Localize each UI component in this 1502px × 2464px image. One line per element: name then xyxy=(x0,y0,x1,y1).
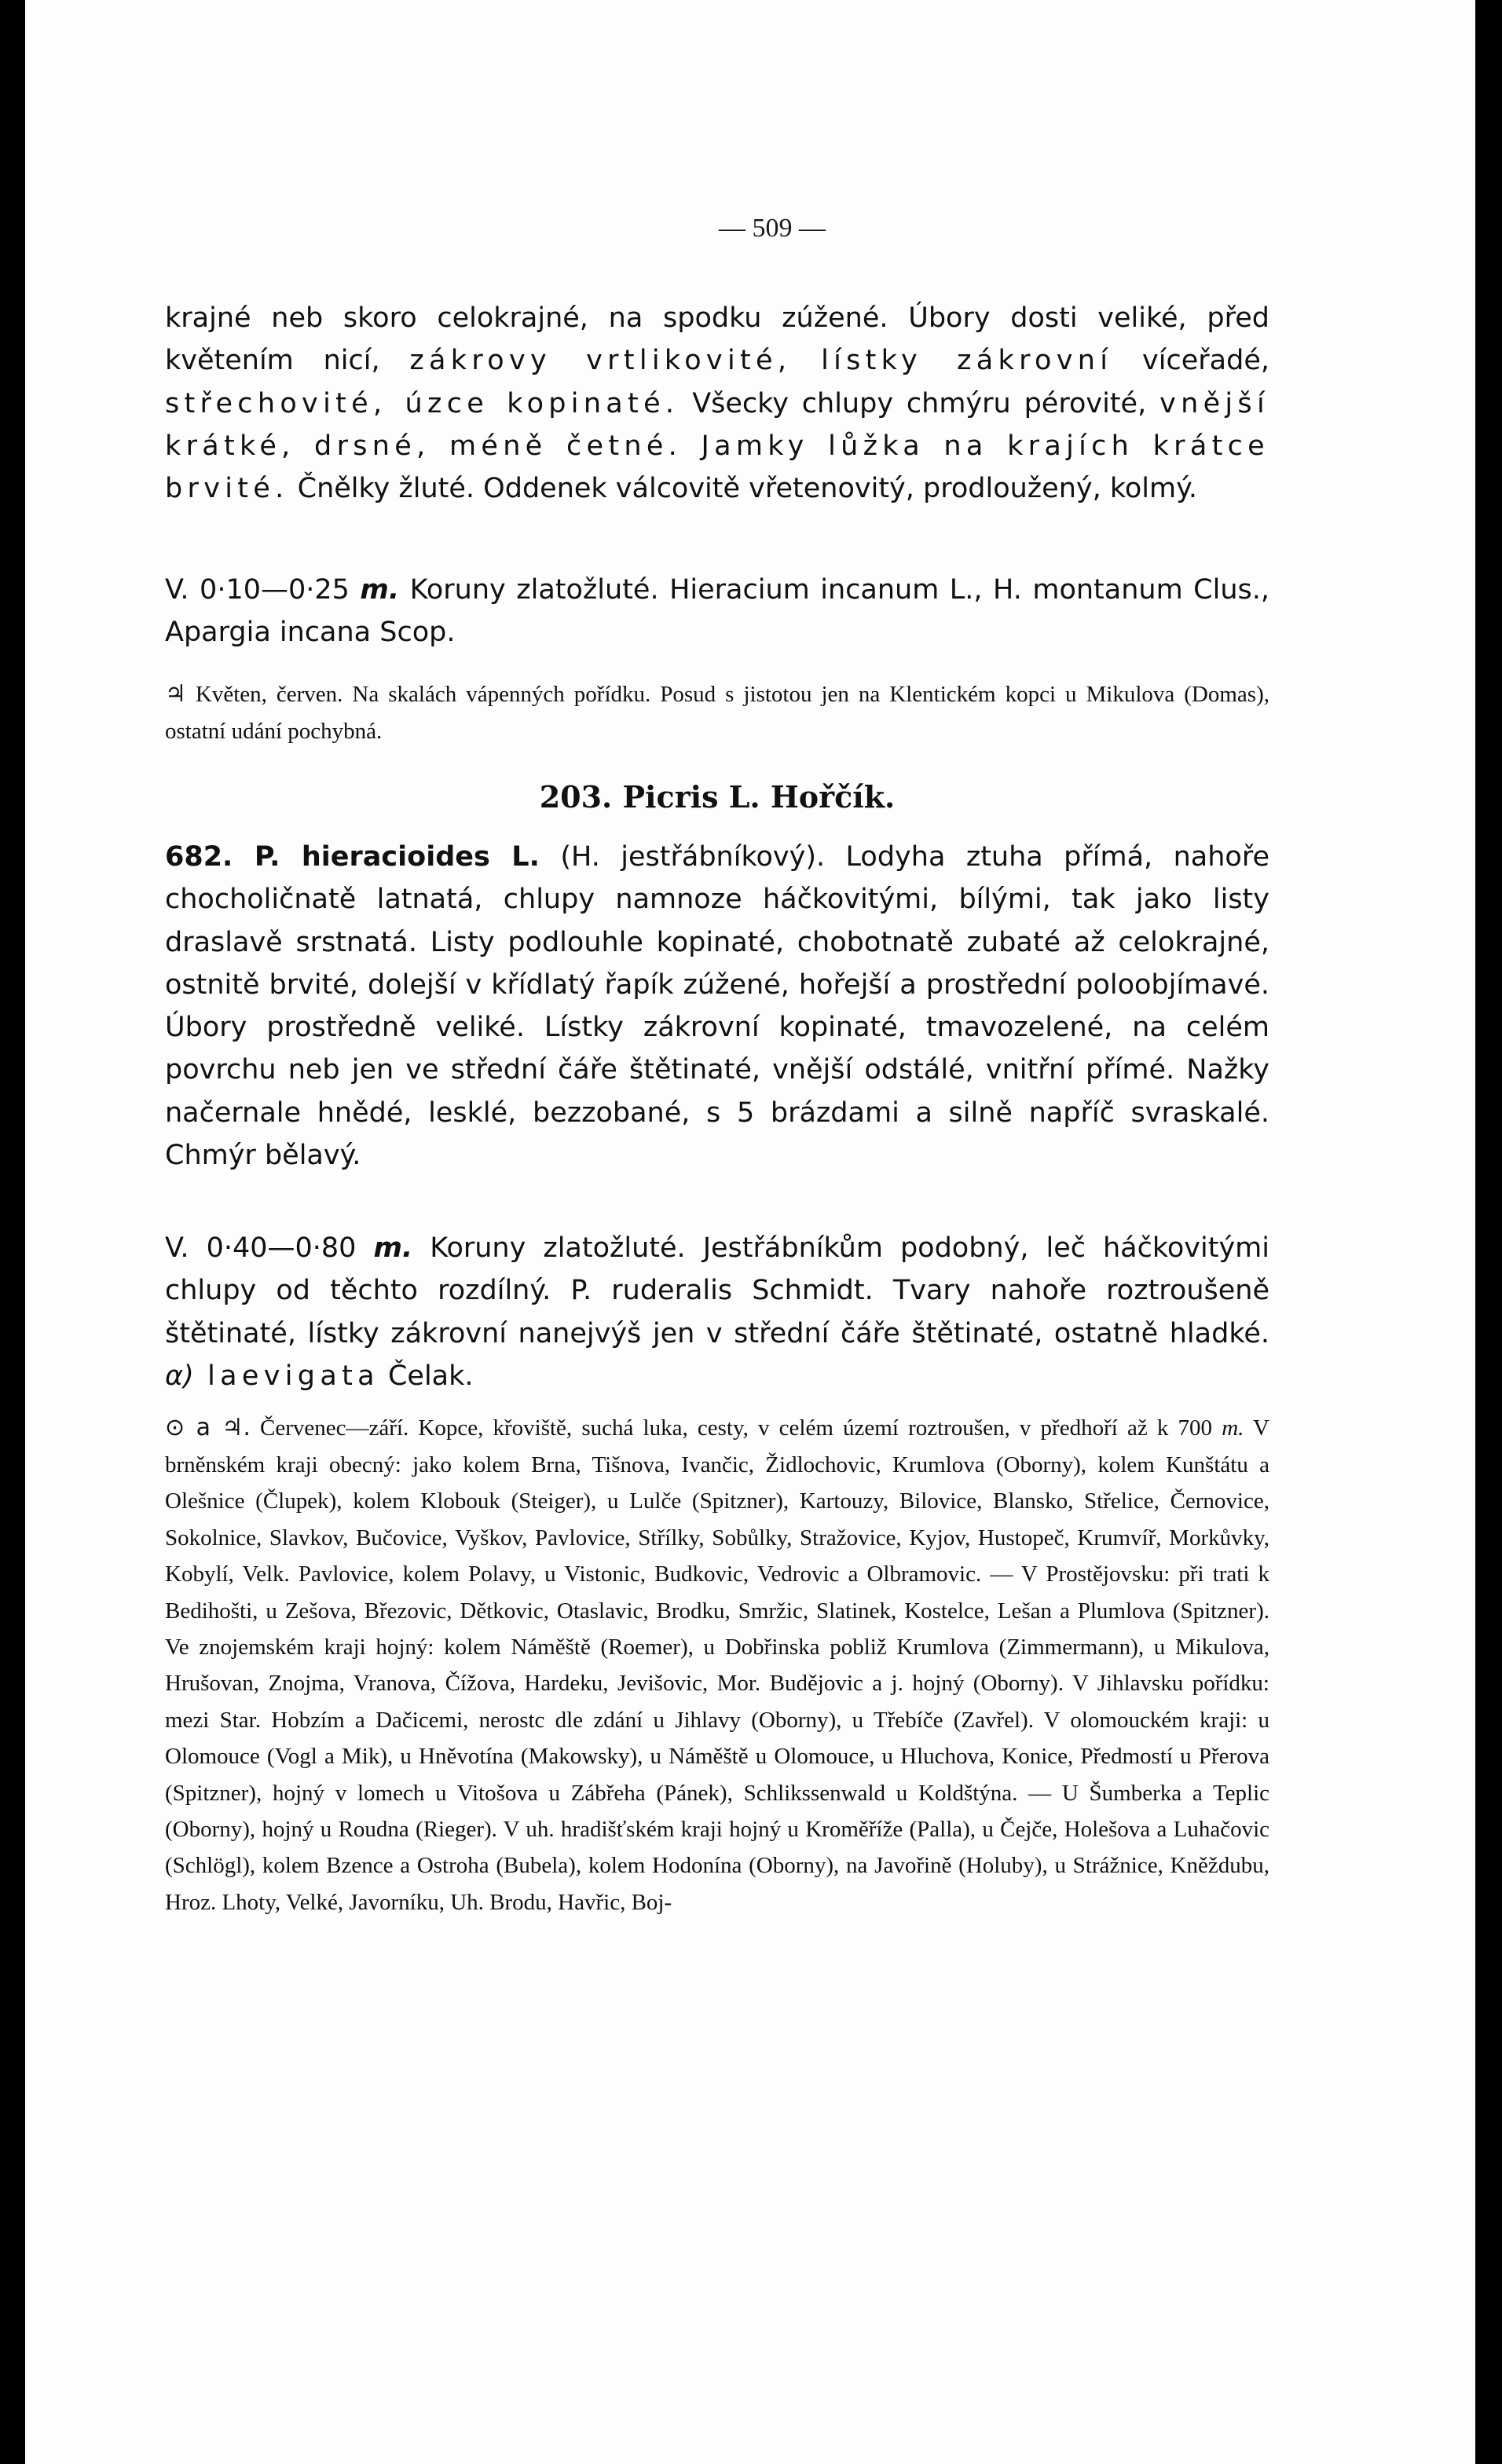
page-number: — 509 — xyxy=(719,214,826,243)
size-paragraph-2 xyxy=(165,1227,1269,1397)
book-page xyxy=(25,0,1475,2464)
size-range: V. 0·40—0·80 xyxy=(165,1232,374,1264)
text-run: Květen, červen. Na skalách vápenných pořídku. Posud s jistotou jen na Klentickém kopci u Mikulova (Domas), ostatní udání pochybná. xyxy=(165,682,1269,744)
description-paragraph xyxy=(165,297,1269,510)
text-run: Koruny zlatožluté. Jestřábníkům podobný, leč háčkovitými chlupy od těchto rozdílný. P. ruderalis Schmidt. Tvary nahoře roztroušeně štětinaté, lístky zákrovní nanejvýš jen v střední čáře štětinaté, ostatně hladké. xyxy=(165,1232,1269,1349)
text-run: krajné neb skoro celokrajné, na spodku zúžené. Úbory dosti veliké, před květením nicí, xyxy=(165,302,1269,377)
text-run: (H. jestřábníkový). Lodyha ztuha přímá, nahoře chocholičnatě latnatá, chlupy namnoze háčkovitými, bílými, tak jako listy draslavě srstnatá. Listy podlouhle kopinaté, chobotnatě zubaté až celokrajné, ostnitě brvité, dolejší v křídlatý řapík zúžené, hořejší a prostřední poloobjímavé. Úbory prostředně veliké. Lístky zákrovní kopinaté, tmavozelené, na celém povrchu neb jen ve střední čáře štětinaté, vnější odstálé, vnitřní přímé. Nažky načernale hnědé, lesklé, bezzobané, s 5 brázdami a silně napříč svraskalé. Chmýr bělavý. xyxy=(165,841,1269,1171)
spaced-term: střechovité, úzce kopinaté. xyxy=(165,387,680,419)
spaced-term: vnější krátké, drsné, méně četné. Jamky lůžka na krajích krátce brvité. xyxy=(165,387,1269,504)
variety-name: laevigata xyxy=(193,1360,379,1392)
text-run: V brněnském kraji obecný: jako kolem Brna, Tišnova, Ivančic, Židlochovic, Krumlova (Oborny), kolem Kunštátu a Olešnice (Člupek), kolem Klobouk (Steiger), u Lulče (Spitzner), Kartouzy, Bilovice, Blansko, Střelice, Černovice, Sokolnice, Slavkov, Bučovice, Vyškov, Pavlovice, Střílky, Sobůlky, Stražovice, Kyjov, Hustopeč, Krumvíř, Morkůvky, Kobylí, Velk. Pavlovice, kolem Polavy, u Vistonic, Budkovic, Vedrovic a Olbramovic. — V Prostějovsku: při trati k Bedihošti, u Zešova, Březovic, Dětkovic, Otaslavic, Brodku, Smržic, Slatinek, Kostelce, Lešan a Plumlova (Spitzner). Ve znojemském kraji hojný: kolem Náměště (Roemer), u Dobřinska pobliž Krumlova (Zimmermann), u Mikulova, Hrušovan, Znojma, Vranova, Čížova, Hardeku, Jevišovic, Mor. Budějovic a j. hojný (Oborny). V Jihlavsku pořídku: mezi Star. Hobzím a Dačicemi, nerostc dle zdání u Jihlavy (Oborny), u Třebíče (Zavřel). V olomouckém kraji: u Olomouce (Vogl a Mik), u Hněvotína (Makowsky), u Náměště u Olomouce, u Hluchova, Konice, Předmostí u Přerova (Spitzner), hojný v lomech u Vitošova u Zábřeha (Pánek), Schlikssenwald u Koldštýna. — U Šumberka a Teplic (Oborny), hojný u Roudna (Rieger). V uh. hradišťském kraji hojný u Kroměříže (Palla), u Čejče, Holešova a Luhačovic (Schlögl), kolem Bzence a Ostroha (Bubela), kolem Hodonína (Oborny), na Javořině (Holuby), u Strážnice, Kněždubu, Hroz. Lhoty, Velké, Javorníku, Uh. Brodu, Havřic, Boj- xyxy=(165,1415,1269,1915)
text-run: víceřadé, xyxy=(1112,345,1269,377)
unit: m. xyxy=(373,1232,413,1264)
text-run: Všecky chlupy chmýru pérovité, xyxy=(679,387,1160,419)
size-paragraph xyxy=(165,569,1269,654)
unit: m. xyxy=(360,574,400,606)
text-run: Koruny zlatožluté. Hieracium incanum L., H. montanum Clus., Apargia incana Scop. xyxy=(165,574,1269,649)
distribution-paragraph xyxy=(165,1409,1269,1920)
variety-marker: α) xyxy=(165,1360,194,1392)
genus-heading: 203. Picris L. Hořčík. xyxy=(539,779,896,815)
size-range: V. 0·10—0·25 xyxy=(165,574,361,606)
unit: m. xyxy=(1222,1415,1244,1441)
text-run: Čnělky žluté. Oddenek válcovitě vřetenovitý, prodloužený, kolmý. xyxy=(288,473,1197,504)
spaced-term: zákrovy vrtlikovité, xyxy=(409,345,792,377)
perennial-symbol-icon: ♃ xyxy=(165,680,186,708)
annual-perennial-symbol-icon: ⊙ a ♃. xyxy=(165,1414,251,1441)
species-paragraph xyxy=(165,836,1269,1177)
habitat-paragraph xyxy=(165,675,1269,749)
spaced-term: lístky zákrovní xyxy=(821,345,1113,377)
text-run: Červenec—září. Kopce, křoviště, suchá luka, cesty, v celém území roztroušen, v předhoří až k 700 xyxy=(250,1415,1222,1441)
species-name: 682. P. hieracioides L. xyxy=(165,841,540,873)
text-run: Čelak. xyxy=(379,1360,474,1392)
text-run xyxy=(791,345,821,376)
